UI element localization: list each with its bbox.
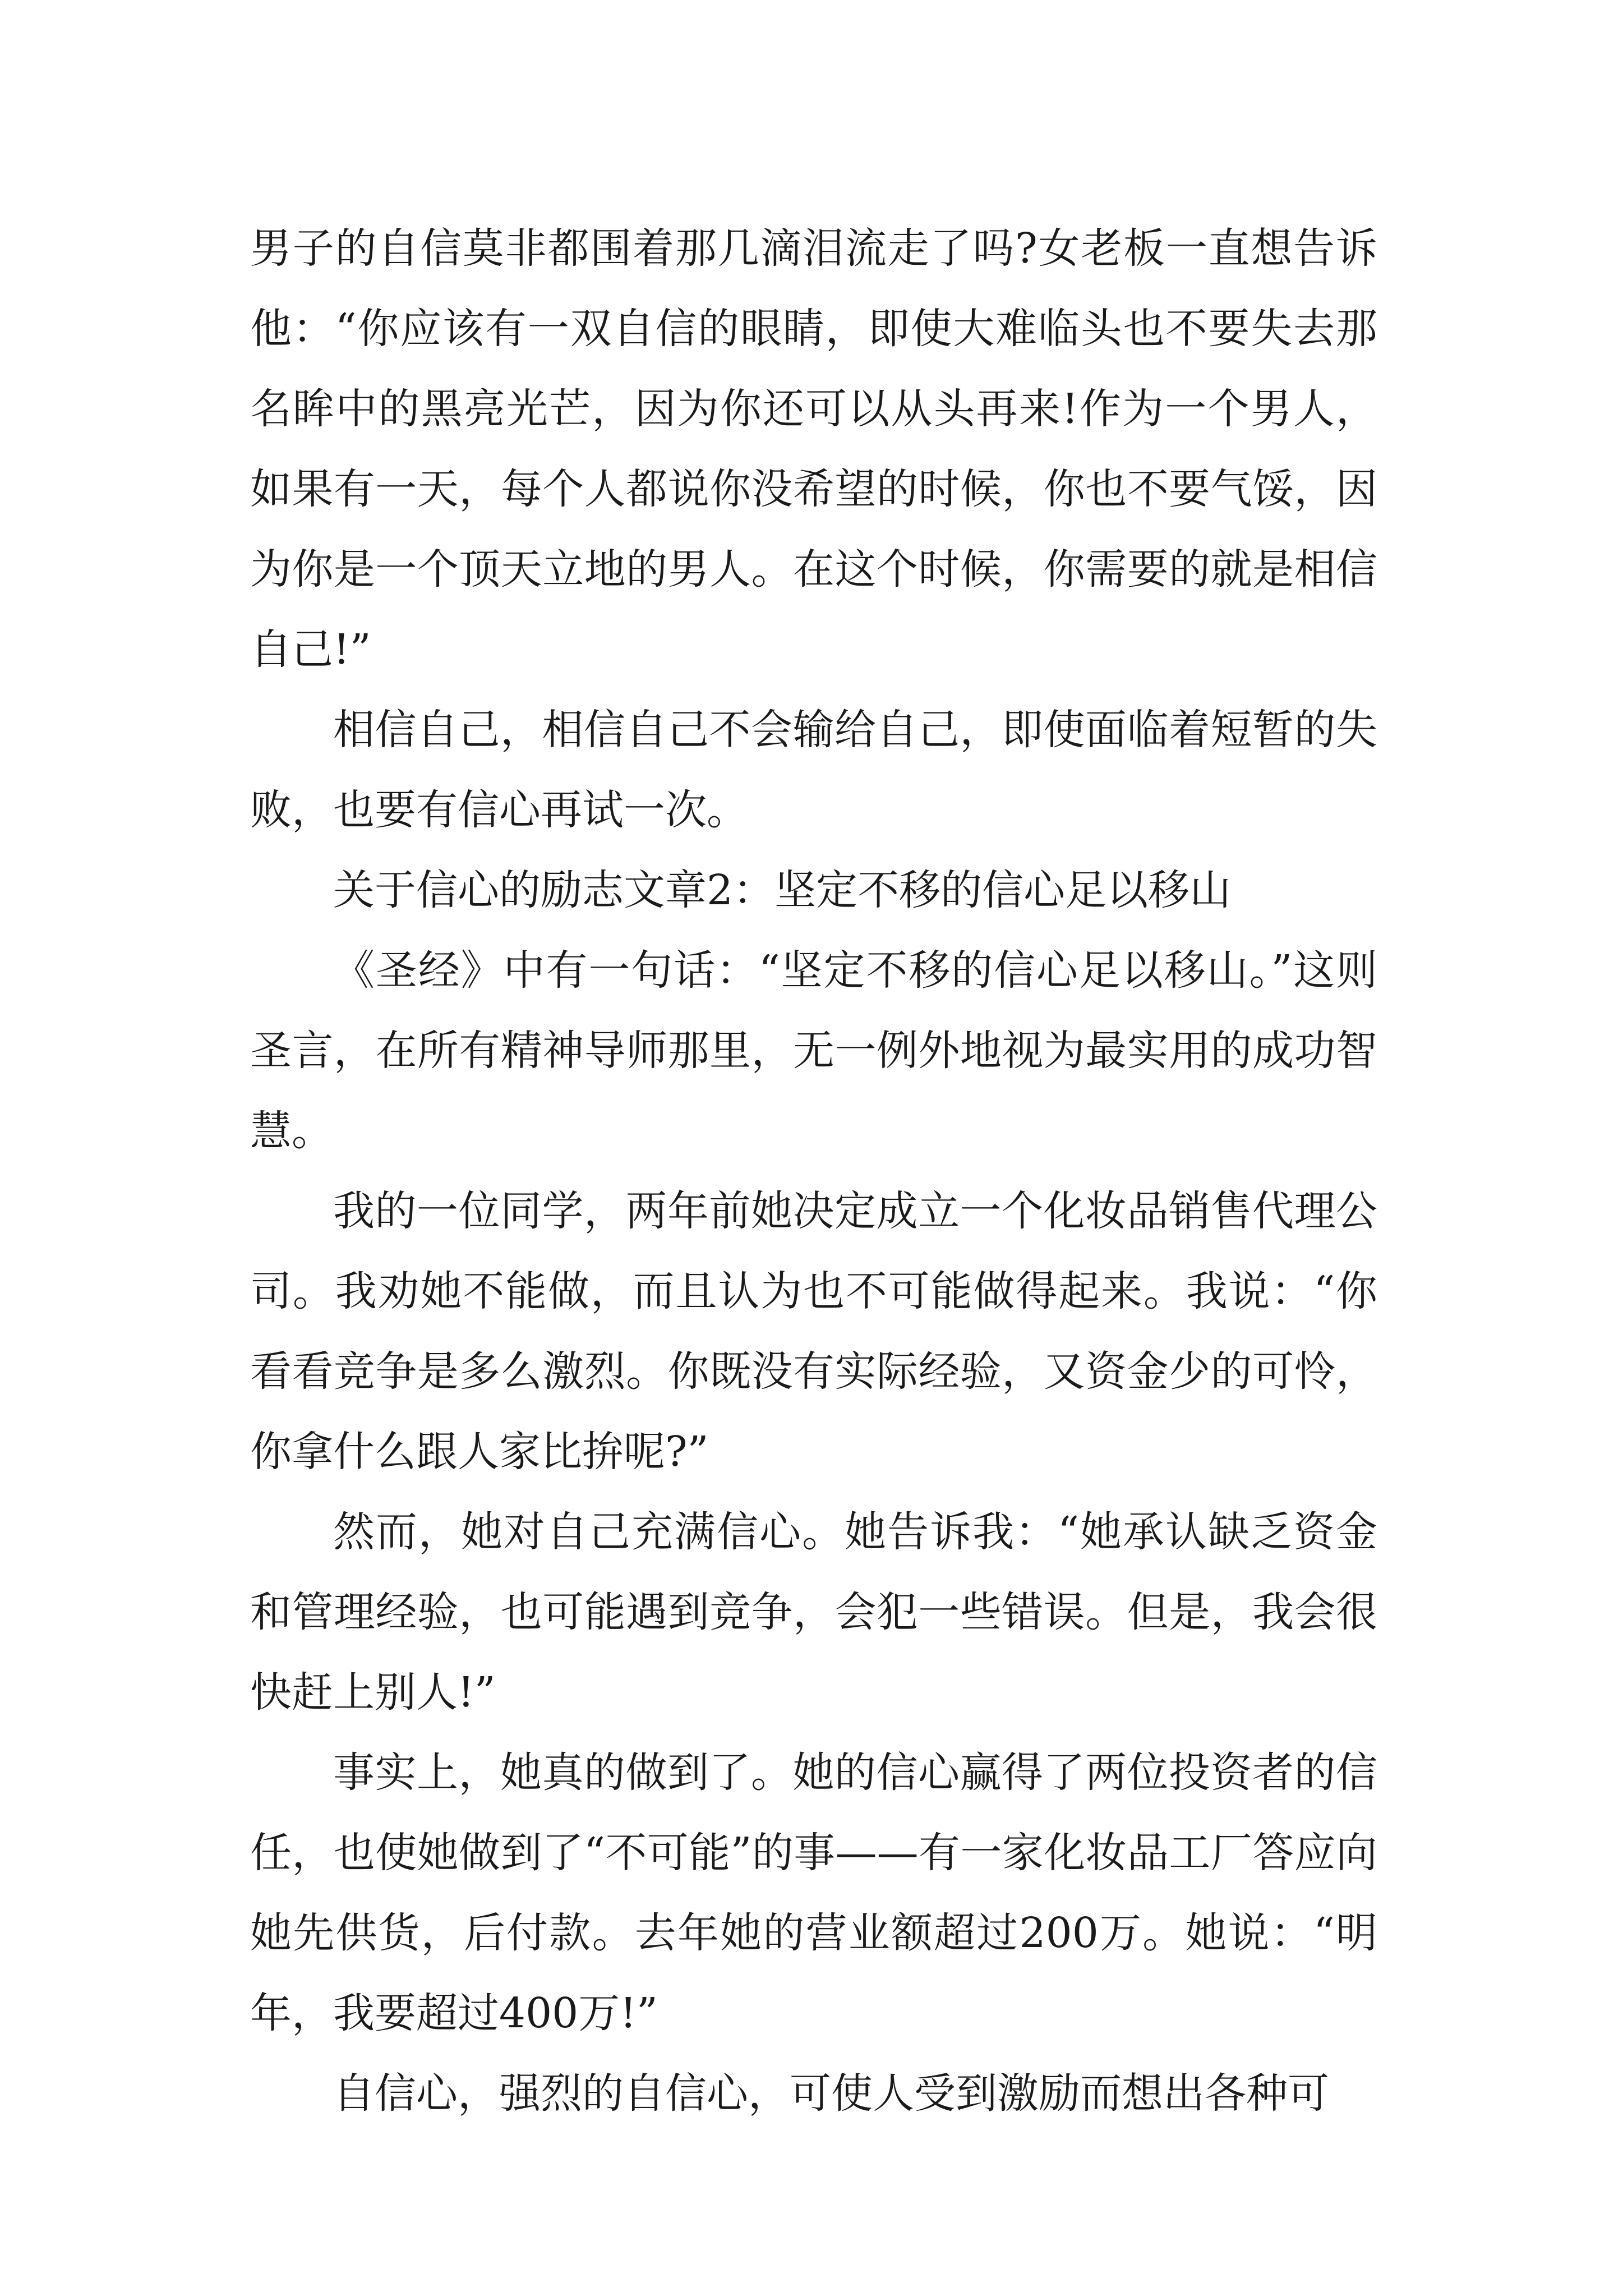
document-body (250, 209, 1377, 2134)
section-heading: 关于信心的励志文章2：坚定不移的信心足以移山 (333, 866, 1232, 914)
paragraph: 《圣经》中有一句话：“坚定不移的信心足以移山。”这则圣言，在所有精神导师那里，无一例外地视为最实用的成功智慧。 (250, 946, 1377, 1155)
paragraph: 男子的自信莫非都围着那几滴泪流走了吗?女老板一直想告诉他：“你应该有一双自信的眼睛，即使大难临头也不要失去那名眸中的黑亮光芒，因为你还可以从头再来!作为一个男人，如果有一天，每个人都说你没希望的时候，你也不要气馁，因为你是一个顶天立地的男人。在这个时候，你需要的就是相信自己!” (250, 224, 1377, 674)
paragraph: 然而，她对自己充满信心。她告诉我：“她承认缺乏资金和管理经验，也可能遇到竞争，会犯一些错误。但是，我会很快赶上别人!” (250, 1508, 1377, 1717)
paragraph: 自信心，强烈的自信心，可使人受到激励而想出各种可 (333, 2069, 1329, 2118)
paragraph: 我的一位同学，两年前她决定成立一个化妆品销售代理公司。我劝她不能做，而且认为也不可能做得起来。我说：“你看看竞争是多么激烈。你既没有实际经验，又资金少的可怜，你拿什么跟人家比拚呢?” (250, 1187, 1377, 1476)
paragraph: 事实上，她真的做到了。她的信心赢得了两位投资者的信任，也使她做到了“不可能”的事——有一家化妆品工厂答应向她先供货，后付款。去年她的营业额超过200万。她说：“明年，我要超过400万!” (250, 1749, 1377, 2037)
paragraph: 相信自己，相信自己不会输给自己，即使面临着短暂的失败，也要有信心再试一次。 (250, 706, 1377, 834)
